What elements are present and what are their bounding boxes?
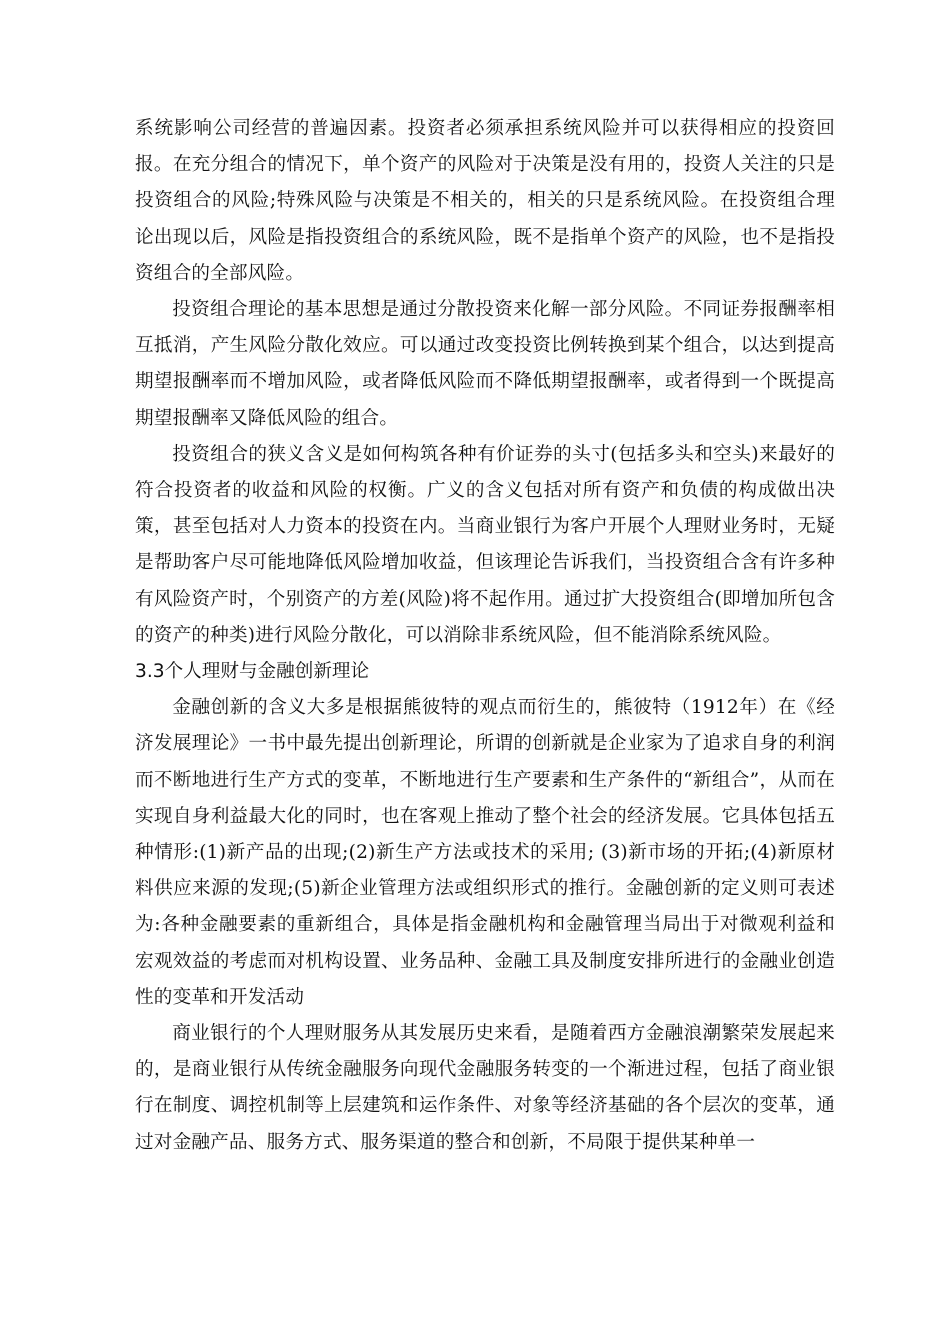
- paragraph-portfolio-meaning: 投资组合的狭义含义是如何构筑各种有价证券的头寸(包括多头和空头)来最好的符合投资者的收益和风险的权衡。广义的含义包括对所有资产和负债的构成做出决策，甚至包括对人力资本的投资在内。当商业银行为客户开展个人理财业务时，无疑是帮助客户尽可能地降低风险增加收益，但该理论告诉我们，当投资组合含有许多种有风险资产时，个别资产的方差(风险)将不起作用。通过扩大投资组合(即增加所包含的资产的种类)进行风险分散化，可以消除非系统风险，但不能消除系统风险。: [135, 443, 835, 646]
- page-body: [135, 111, 835, 1161]
- paragraph-continued: 系统影响公司经营的普遍因素。投资者必须承担系统风险并可以获得相应的投资回报。在充分组合的情况下，单个资产的风险对于决策是没有用的，投资人关注的只是投资组合的风险;特殊风险与决策是不相关的，相关的只是系统风险。在投资组合理论出现以后，风险是指投资组合的系统风险，既不是指单个资产的风险，也不是指投资组合的全部风险。: [135, 118, 835, 284]
- paragraph-portfolio-idea: 投资组合理论的基本思想是通过分散投资来化解一部分风险。不同证券报酬率相互抵消，产生风险分散化效应。可以通过改变投资比例转换到某个组合，以达到提高期望报酬率而不增加风险，或者降低风险而不降低期望报酬率，或者得到一个既提高期望报酬率又降低风险的组合。: [135, 299, 835, 429]
- paragraph-personal-finance: 商业银行的个人理财服务从其发展历史来看，是随着西方金融浪潮繁荣发展起来的，是商业银行从传统金融服务向现代金融服务转变的一个渐进过程，包括了商业银行在制度、调控机制等上层建筑和运作条件、对象等经济基础的各个层次的变革，通过对金融产品、服务方式、服务渠道的整合和创新，不局限于提供某种单一: [135, 1023, 835, 1153]
- paragraph-financial-innovation: 金融创新的含义大多是根据熊彼特的观点而衍生的，熊彼特（1912年）在《经济发展理论》一书中最先提出创新理论，所谓的创新就是企业家为了追求自身的利润而不断地进行生产方式的变革，不断地进行生产要素和生产条件的“新组合”，从而在实现自身利益最大化的同时，也在客观上推动了整个社会的经济发展。它具体包括五种情形:(1)新产品的出现;(2)新生产方法或技术的采用; (3)新市场的开拓;(4)新原材料供应来源的发现;(5)新企业管理方法或组织形式的推行。金融创新的定义则可表述为:各种金融要素的重新组合，具体是指金融机构和金融管理当局出于对微观利益和宏观效益的考虑而对机构设置、业务品种、金融工具及制度安排所进行的金融业创造性的变革和开发活动: [135, 697, 835, 1008]
- section-heading: 3.3个人理财与金融创新理论: [135, 661, 370, 683]
